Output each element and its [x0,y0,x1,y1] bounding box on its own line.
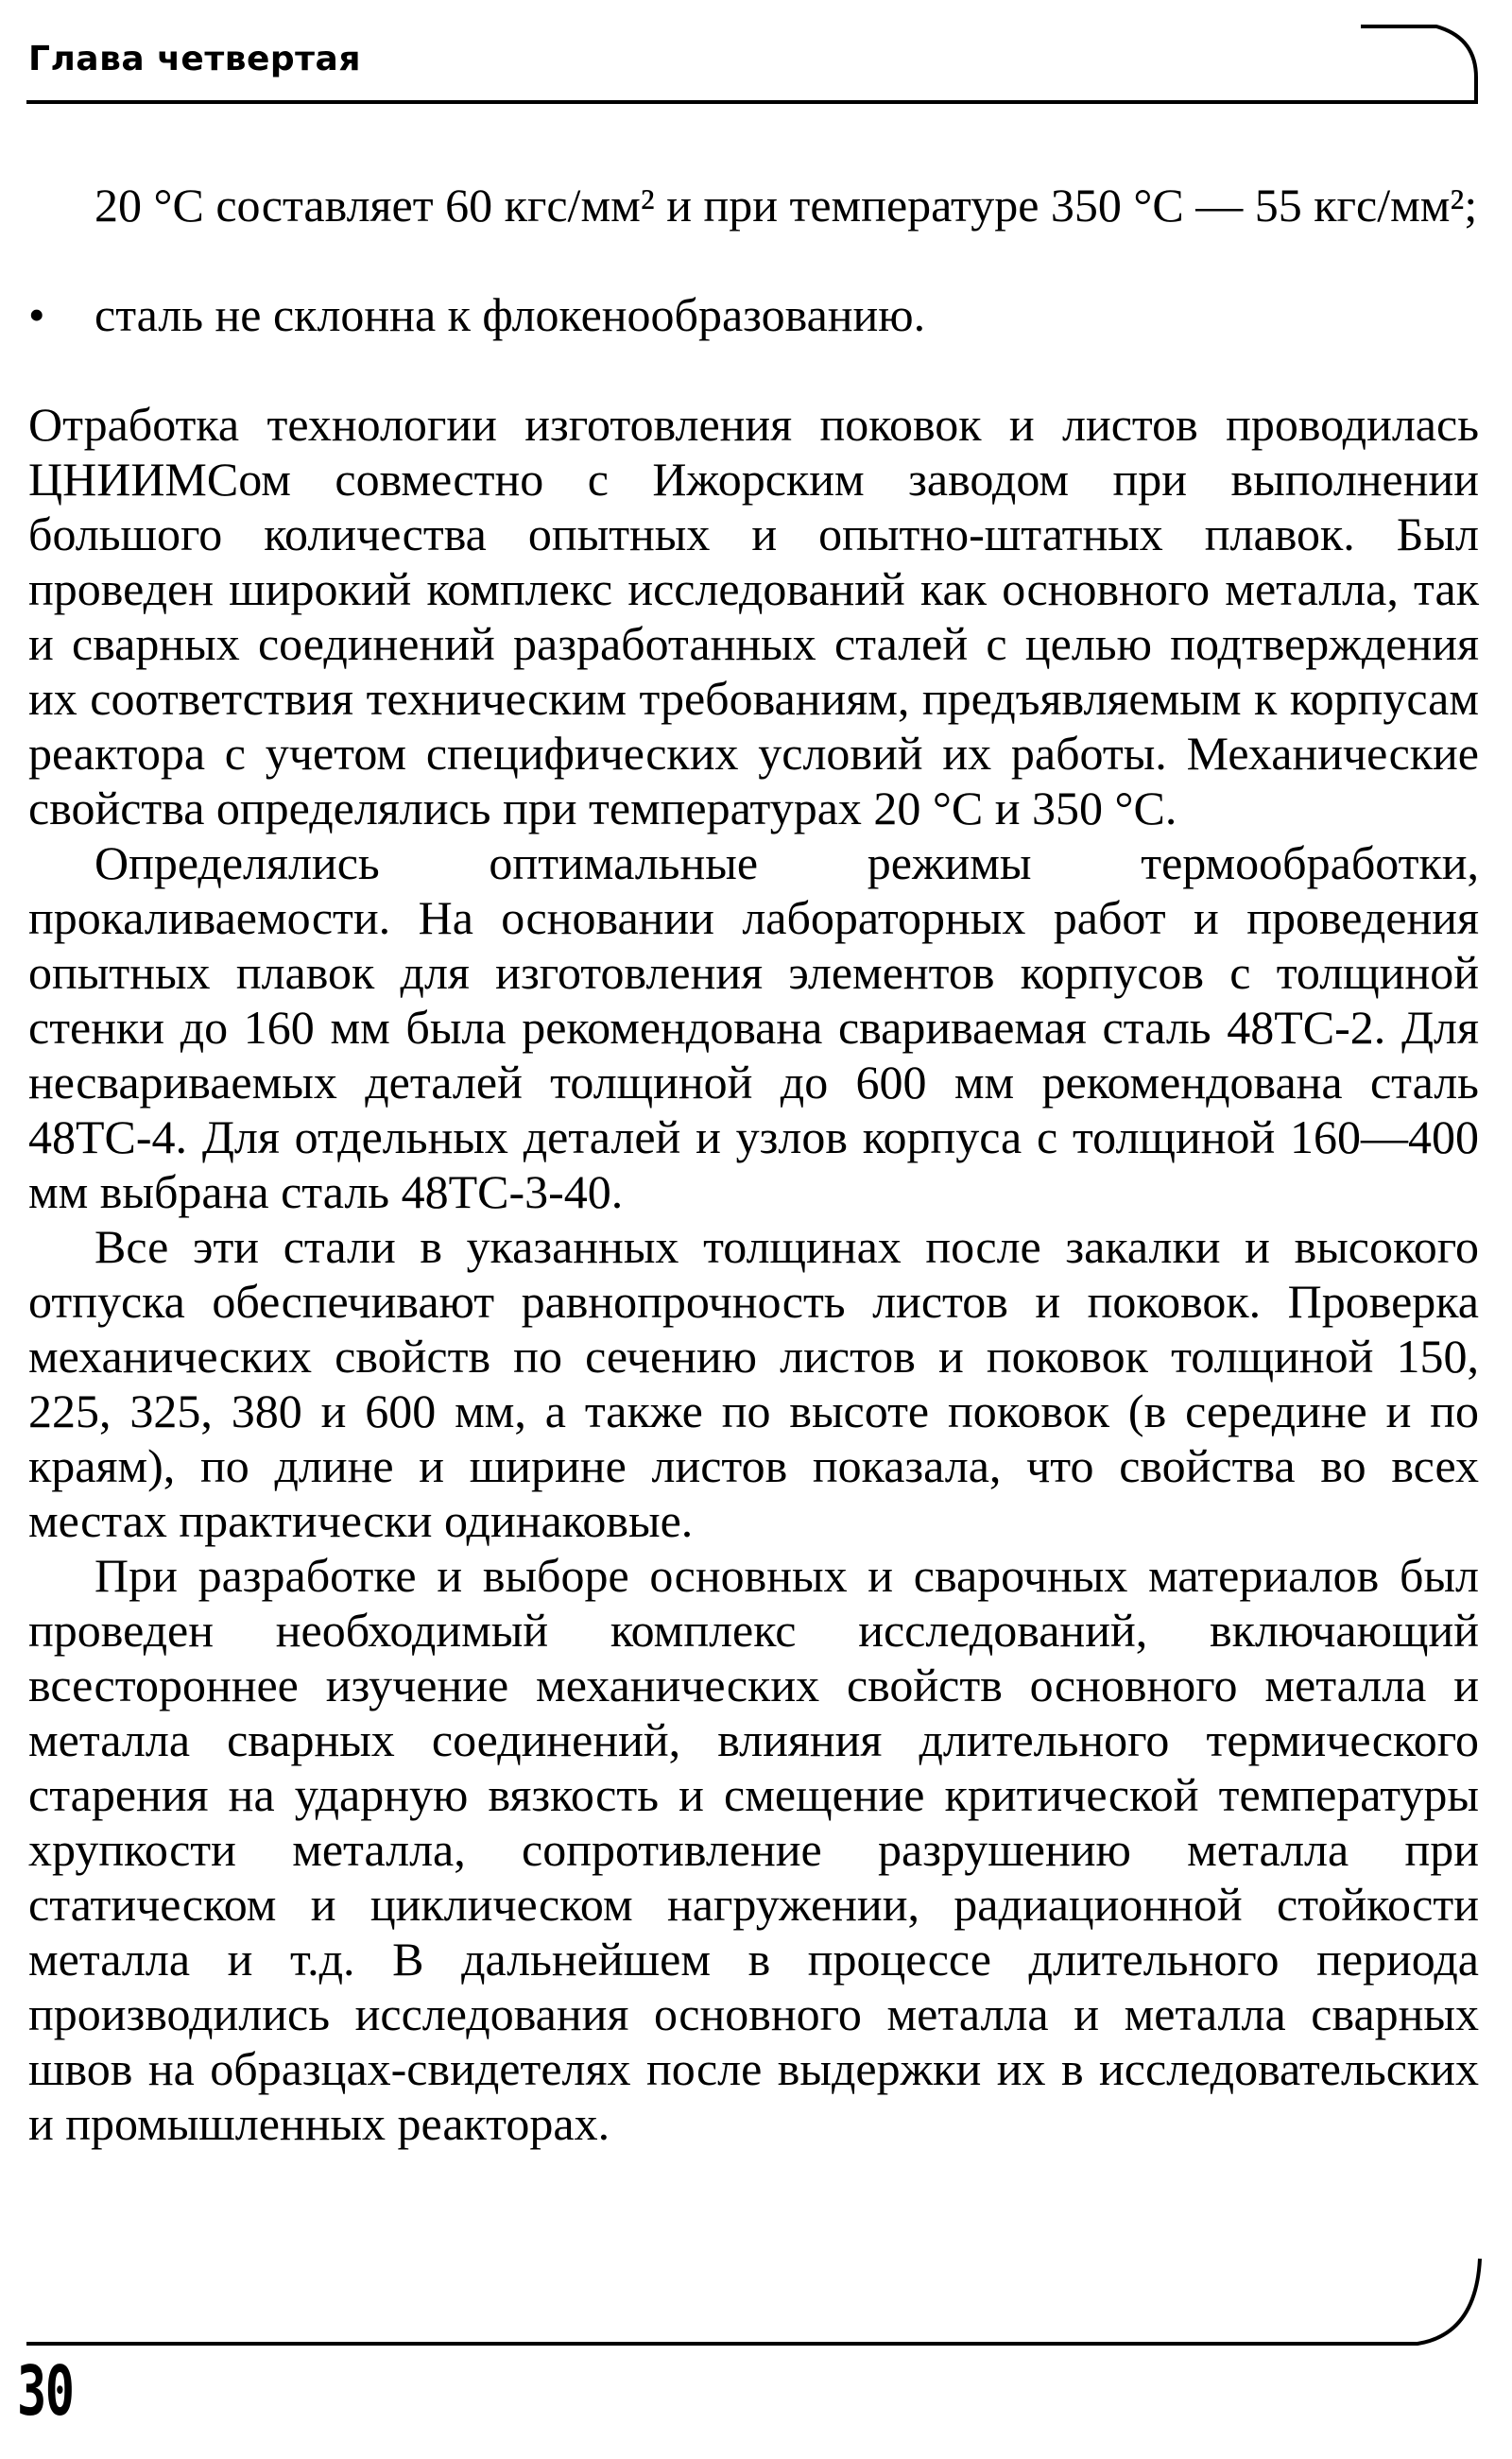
paragraph: Отработка технологии изготовления поковок и листов проводилась ЦНИИМСом совместно с Ижорским заводом при выполнении большого количества опытных и опытно-штатных плавок. Был проведен широкий комплекс исследований как основного металла, так и сварных соединений разработанных сталей с целью подтверждения их соответствия техническим требованиям, предъявляемым к корпусам реактора с учетом специфических условий их работы. Механические свойства определялись при температурах 20 °С и 350 °С. [28,398,1479,834]
page-number: 30 [17,2351,74,2431]
list-continuation-text: 20 °С составляет 60 кгс/мм² и при температуре 350 °С — 55 кгс/мм²; [94,179,1478,232]
bullet-symbol: • [28,288,45,341]
chapter-title: Глава четвертая [28,40,361,78]
paragraph: При разработке и выборе основных и сварочных материалов был проведен необходимый комплекс исследований, включающий всестороннее изучение механических свойств основного металла и металла сварных соединений, влияния длительного термического старения на ударную вязкость и смещение критической температуры хрупкости металла, сопротивление разрушению металла при статическом и циклическом нагружении, радиационной стойкости металла и т.д. В дальнейшем в процессе длительного периода производились исследования основного металла и металла сварных швов на образцах-свидетелях после выдержки их в исследовательских и промышленных реакторах. [28,1549,1479,2150]
paragraph: Все эти стали в указанных толщинах после закалки и высокого отпуска обеспечивают равнопрочность листов и поковок. Проверка механических свойств по сечению листов и поковок толщиной 150, 225, 325, 380 и 600 мм, а также по высоте поковок (в середине и по краям), по длине и ширине листов показала, что свойства во всех местах практически одинаковые. [28,1220,1479,1547]
footer-curved-line [26,2259,1480,2344]
bullet-item-text: сталь не склонна к флокенообразованию. [94,288,926,341]
paragraph: Определялись оптимальные режимы термообработки, прокаливаемости. На основании лабораторных работ и проведения опытных плавок для изготовления элементов корпусов с толщиной стенки до 160 мм была рекомендована свариваемая сталь 48ТС-2. Для несвариваемых деталей толщиной до 600 мм рекомендована сталь 48ТС-4. Для отдельных деталей и узлов корпуса с толщиной 160—400 мм выбрана сталь 48ТС-3-40. [28,836,1479,1218]
body-text [28,397,1479,2151]
bullet-item [28,287,1479,342]
